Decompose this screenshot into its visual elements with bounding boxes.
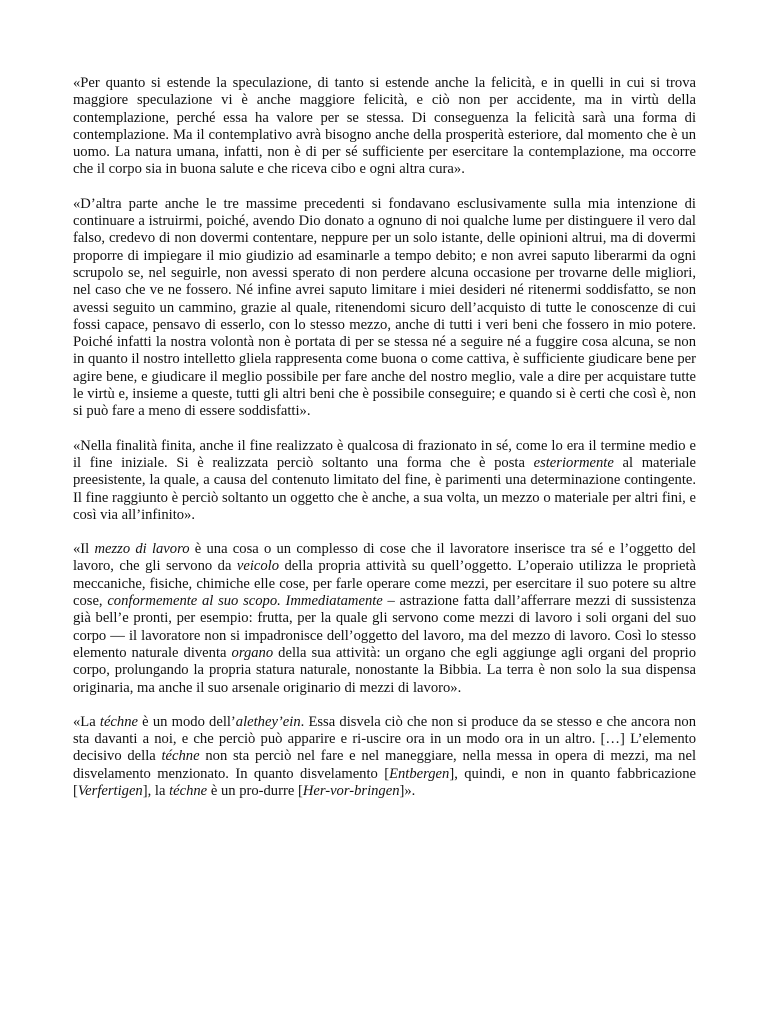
text-run: – astrazione fatta dall’afferrare mezzi di sussistenza già bell’e pronti, per esempio: frutta, per la quale gli servono come mezzi di lavoro i soli organi del suo corpo — il lavoratore non si impadronisce dell’oggetto del lavoro, ma del mezzo di lavoro. Così lo stesso elemento naturale diventa [73,593,696,661]
text-run: ], la [142,782,170,799]
italic-text-run: téchne [169,782,208,799]
text-run: al materiale preesistente, la quale, a causa del contenuto limitato del fine, è parimenti una determinazione contingente. Il fine raggiunto è perciò soltanto un oggetto che è anche, a sua volta, un mezzo o materiale per altri fini, e così via all’infinito». [73,454,696,523]
text-run: della sua attività: un organo che egli aggiunge agli organi del proprio corpo, prolungando la propria statura naturale, nonostante la Bibbia. La terra è non solo la sua dispensa originaria, ma anche il suo arsenale originario di mezzi di lavoro». [73,644,696,696]
text-run: «Nella finalità finita, anche il fine realizzato è qualcosa di frazionato in sé, come lo era il termine medio e il fine iniziale. Si è realizzata perciò soltanto una forma che è posta [73,437,696,471]
italic-text-run: mezzo di lavoro [94,541,190,558]
italic-text-run: téchne [161,748,200,765]
text-run: è un modo dell’ [137,713,236,730]
text-run: della propria attività su quell’oggetto. L’operaio utilizza le proprietà meccaniche, fisiche, chimiche elle cose, per farle operare come mezzi, per esercitare il suo potere su altre cose, [73,558,697,610]
text-run: «Il [73,541,95,558]
italic-text-run: organo [231,644,274,661]
italic-text-run: Entbergen [389,765,450,782]
text-run: «Per quanto si estende la speculazione, di tanto si estende anche la felicità, e in quelli in cui si trova maggiore speculazione vi è anche maggiore felicità, e ciò non per accidente, ma in virtù della contemplazione, perché essa ha valore per se stessa. Di conseguenza la felicità sarà una forma di contemplazione. Ma il contemplativo avrà bisogno anche della prosperità esteriore, dal momento che è un uomo. La natura umana, infatti, non è di per sé sufficiente per esercitare la contemplazione, ma occorre che il corpo sia in buona salute e che riceva cibo e ogni altra cura». [73,75,696,178]
text-run: «D’altra parte anche le tre massime precedenti si fondavano esclusivamente sulla mia intenzione di continuare a istruirmi, poiché, avendo Dio donato a ognuno di noi qualche lume per distinguere il vero dal falso, credevo di non dovermi contentare, neppure per un solo istante, delle opinioni altrui, ma di dovermi proporre di impiegare il mio giudizio ad esaminarle a tempo debito; e non avrei saputo liberarmi da ogni scrupolo se, nel seguirle, non avessi sperato di non perdere alcuna occasione per trovarne delle migliori, nel caso che ve ne fossero. Né infine avrei saputo limitare i miei desideri né ritenermi soddisfatto, se non avessi seguito un cammino, grazie al quale, ritenendomi sicuro dell’acquisto di tutte le conoscenze di cui fossi capace, pensavo di esserlo, con lo stesso mezzo, anche di tutti i veri beni che fossero in mio potere. Poiché infatti la nostra volontà non è portata di per se stessa né a seguire né a fuggire cosa alcuna, se non in quanto il nostro intelletto gliela rappresenta come buona o come cattiva, è sufficiente giudicare bene per agire bene, e giudicare il meglio possibile per fare anche del nostro meglio, vale a dire per acquistare tutte le virtù e, insieme a queste, tutti gli altri beni che è possibile conseguire; e quando si è certi che così è, non si può fare a meno di essere soddisfatti». [73,195,696,420]
text-run: non sta perciò nel fare e nel maneggiare, nella messa in opera di mezzi, ma nel disvelamento menzionato. In quanto disvelamento [ [73,748,696,782]
quote-paragraph-marx [73,541,696,697]
italic-text-run: esteriormente [533,454,614,471]
text-run: è un pro-durre [ [207,782,303,799]
text-run: . Essa disvela ciò che non si produce da se stesso e che ancora non sta davanti a noi, e che perciò può apparire e ri-uscire ora in un modo ora in un altro. […] L’elemento decisivo della [73,713,697,765]
quote-paragraph-aristotle [73,75,696,179]
text-run: è una cosa o un complesso di cose che il lavoratore inserisce tra sé e l’oggetto del lavoro, che gli servono da [73,541,696,575]
text-run: «La [73,713,100,730]
italic-text-run: alethey’ein [235,713,301,730]
text-run: ], quindi, e non in quanto fabbricazione [ [73,765,696,799]
italic-text-run: conformemente al suo scopo. Immediatamente [107,593,383,610]
italic-text-run: Verfertigen [77,782,143,799]
quote-paragraph-descartes [73,196,696,421]
italic-text-run: téchne [99,713,138,730]
italic-text-run: veicolo [236,558,280,575]
document-page [73,75,696,817]
quote-paragraph-heidegger [73,714,696,800]
quote-paragraph-hegel [73,438,696,524]
text-run: ]». [399,782,416,799]
italic-text-run: Her-vor-bringen [302,782,400,799]
